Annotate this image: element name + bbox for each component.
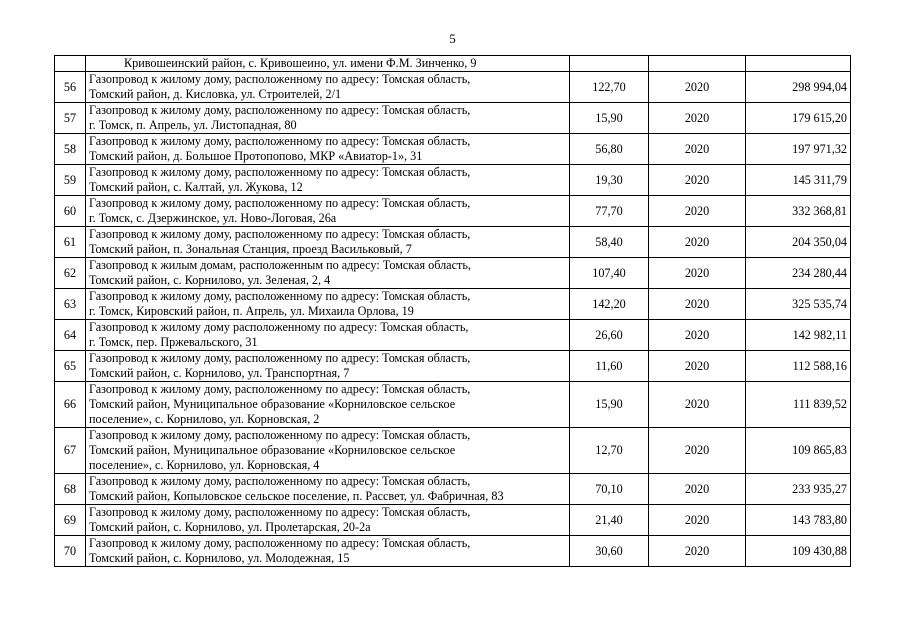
cost-cell: 233 935,27 [746, 474, 851, 505]
gas-pipeline-table [54, 55, 851, 567]
object-description-cell [86, 382, 570, 428]
cost-cell: 142 982,11 [746, 320, 851, 351]
description-line: Газопровод к жилому дому, расположенному по адресу: Томская область, [89, 196, 471, 210]
object-description-cell [86, 72, 570, 103]
description-line: Газопровод к жилому дому, расположенному по адресу: Томская область, [89, 474, 471, 488]
length-cell: 21,40 [570, 505, 649, 536]
description-line: г. Томск, с. Дзержинское, ул. Ново-Логовая, 26а [89, 211, 337, 225]
object-description-cell [86, 320, 570, 351]
length-cell: 70,10 [570, 474, 649, 505]
year-cell: 2020 [649, 103, 746, 134]
year-cell: 2020 [649, 196, 746, 227]
description-line: Томский район, Копыловское сельское поселение, п. Рассвет, ул. Фабричная, 83 [89, 489, 504, 503]
row-number-cell: 58 [55, 134, 86, 165]
description-line: Газопровод к жилому дому, расположенному по адресу: Томская область, [89, 165, 471, 179]
length-cell: 15,90 [570, 103, 649, 134]
description-line: Томский район, д. Кисловка, ул. Строителей, 2/1 [89, 87, 342, 101]
year-cell: 2020 [649, 165, 746, 196]
table-row [55, 428, 851, 474]
object-description-cell [86, 134, 570, 165]
table-row [55, 103, 851, 134]
page-number: 5 [449, 31, 456, 46]
length-cell: 107,40 [570, 258, 649, 289]
year-cell: 2020 [649, 505, 746, 536]
object-description-cell [86, 428, 570, 474]
year-cell: 2020 [649, 351, 746, 382]
object-description-cell [86, 505, 570, 536]
row-number-cell: 57 [55, 103, 86, 134]
year-cell: 2020 [649, 258, 746, 289]
description-line: Газопровод к жилым домам, расположенным по адресу: Томская область, [89, 258, 471, 272]
table-row [55, 536, 851, 567]
table-row [55, 351, 851, 382]
description-line: Газопровод к жилому дому, расположенному по адресу: Томская область, [89, 351, 471, 365]
cost-cell: 204 350,04 [746, 227, 851, 258]
row-number-cell: 68 [55, 474, 86, 505]
row-number-cell: 59 [55, 165, 86, 196]
row-number-cell: 61 [55, 227, 86, 258]
description-line: Томский район, с. Корнилово, ул. Пролетарская, 20-2а [89, 520, 371, 534]
table-row [55, 474, 851, 505]
length-cell: 11,60 [570, 351, 649, 382]
description-line: Томский район, с. Корнилово, ул. Транспортная, 7 [89, 366, 350, 380]
object-description-cell [86, 258, 570, 289]
year-cell: 2020 [649, 382, 746, 428]
object-description-cell [86, 227, 570, 258]
description-line: Газопровод к жилому дому, расположенному по адресу: Томская область, [89, 72, 471, 86]
description-line: Газопровод к жилому дому, расположенному по адресу: Томская область, [89, 536, 471, 550]
description-line: Газопровод к жилому дому, расположенному по адресу: Томская область, [89, 382, 471, 396]
table-row [55, 134, 851, 165]
description-line: г. Томск, п. Апрель, ул. Листопадная, 80 [89, 118, 297, 132]
description-line: Томский район, с. Калтай, ул. Жукова, 12 [89, 180, 303, 194]
cost-cell: 109 430,88 [746, 536, 851, 567]
year-cell: 2020 [649, 474, 746, 505]
year-cell: 2020 [649, 227, 746, 258]
description-line: Томский район, Муниципальное образование «Корниловское сельское [89, 397, 456, 411]
year-cell: 2020 [649, 428, 746, 474]
year-cell: 2020 [649, 134, 746, 165]
table-row [55, 165, 851, 196]
object-description-cell [86, 351, 570, 382]
description-line: Газопровод к жилому дому, расположенному по адресу: Томская область, [89, 428, 471, 442]
cost-cell: 332 368,81 [746, 196, 851, 227]
length-cell: 56,80 [570, 134, 649, 165]
year-cell: 2020 [649, 72, 746, 103]
cost-cell: 143 783,80 [746, 505, 851, 536]
row-number-cell: 69 [55, 505, 86, 536]
description-line: поселение», с. Корнилово, ул. Корновская, 2 [89, 412, 320, 426]
row-number-cell: 65 [55, 351, 86, 382]
row-number-cell: 66 [55, 382, 86, 428]
year-cell: 2020 [649, 289, 746, 320]
table-row [55, 320, 851, 351]
cost-cell: 109 865,83 [746, 428, 851, 474]
object-description-cell [86, 474, 570, 505]
length-cell [570, 56, 649, 72]
description-line: Томский район, с. Корнилово, ул. Зеленая, 2, 4 [89, 273, 331, 287]
length-cell: 142,20 [570, 289, 649, 320]
row-number-cell: 67 [55, 428, 86, 474]
length-cell: 30,60 [570, 536, 649, 567]
description-line: Газопровод к жилому дому, расположенному по адресу: Томская область, [89, 134, 471, 148]
object-description-cell [86, 103, 570, 134]
cost-cell: 111 839,52 [746, 382, 851, 428]
row-number-cell: 56 [55, 72, 86, 103]
description-line: г. Томск, пер. Пржевальского, 31 [89, 335, 258, 349]
year-cell [649, 56, 746, 72]
length-cell: 122,70 [570, 72, 649, 103]
object-description-cell [86, 289, 570, 320]
length-cell: 12,70 [570, 428, 649, 474]
cost-cell: 197 971,32 [746, 134, 851, 165]
description-line: Газопровод к жилому дому расположенному по адресу: Томская область, [89, 320, 469, 334]
row-number-cell: 63 [55, 289, 86, 320]
cost-cell: 145 311,79 [746, 165, 851, 196]
description-line: Газопровод к жилому дому, расположенному по адресу: Томская область, [89, 289, 471, 303]
description-line: Томский район, с. Корнилово, ул. Молодежная, 15 [89, 551, 350, 565]
description-line: Газопровод к жилому дому, расположенному по адресу: Томская область, [89, 103, 471, 117]
year-cell: 2020 [649, 320, 746, 351]
year-cell: 2020 [649, 536, 746, 567]
length-cell: 58,40 [570, 227, 649, 258]
description-line: поселение», с. Корнилово, ул. Корновская, 4 [89, 458, 320, 472]
object-description-cell: Кривошеинский район, с. Кривошеино, ул. имени Ф.М. Зинченко, 9 [86, 56, 570, 72]
object-description-cell [86, 196, 570, 227]
row-number-cell: 60 [55, 196, 86, 227]
cost-cell: 234 280,44 [746, 258, 851, 289]
table-row [55, 72, 851, 103]
length-cell: 77,70 [570, 196, 649, 227]
table-row [55, 505, 851, 536]
table-row [55, 196, 851, 227]
object-description-cell [86, 536, 570, 567]
cost-cell: 325 535,74 [746, 289, 851, 320]
description-line: г. Томск, Кировский район, п. Апрель, ул. Михаила Орлова, 19 [89, 304, 414, 318]
row-number-cell: 64 [55, 320, 86, 351]
row-number-cell [55, 56, 86, 72]
table-row [55, 227, 851, 258]
description-line: Томский район, Муниципальное образование «Корниловское сельское [89, 443, 456, 457]
table-row [55, 289, 851, 320]
length-cell: 26,60 [570, 320, 649, 351]
cost-cell: 112 588,16 [746, 351, 851, 382]
cost-cell [746, 56, 851, 72]
length-cell: 15,90 [570, 382, 649, 428]
description-line: Газопровод к жилому дому, расположенному по адресу: Томская область, [89, 227, 471, 241]
object-description-cell [86, 165, 570, 196]
description-line: Газопровод к жилому дому, расположенному по адресу: Томская область, [89, 505, 471, 519]
row-number-cell: 62 [55, 258, 86, 289]
cost-cell: 179 615,20 [746, 103, 851, 134]
table-row [55, 382, 851, 428]
cost-cell: 298 994,04 [746, 72, 851, 103]
description-line: Томский район, д. Большое Протопопово, МКР «Авиатор-1», 31 [89, 149, 423, 163]
table-row [55, 258, 851, 289]
description-line: Томский район, п. Зональная Станция, проезд Васильковый, 7 [89, 242, 412, 256]
row-number-cell: 70 [55, 536, 86, 567]
table-row-continuation [55, 56, 851, 72]
length-cell: 19,30 [570, 165, 649, 196]
